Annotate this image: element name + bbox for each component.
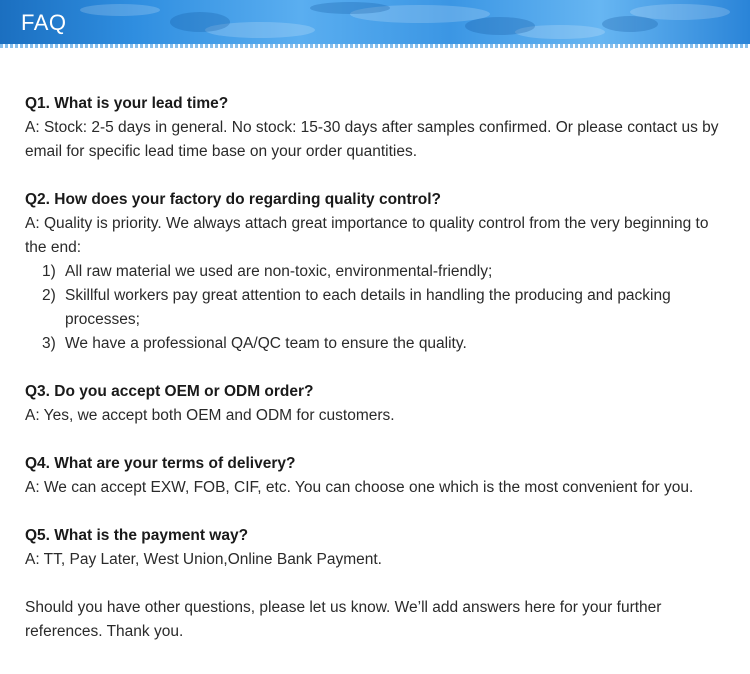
faq-question: Q5. What is the payment way? <box>25 527 249 544</box>
faq-answer: A: Quality is priority. We always attach great importance to quality control from the very beginning to the end: <box>25 215 709 256</box>
faq-question: Q3. Do you accept OEM or ODM order? <box>25 383 314 400</box>
faq-answer: A: Yes, we accept both OEM and ODM for customers. <box>25 407 395 424</box>
faq-question: Q1. What is your lead time? <box>25 95 229 112</box>
list-item <box>25 332 730 356</box>
faq-item-5 <box>25 524 730 572</box>
list-number: 2) <box>42 287 56 304</box>
faq-item-4 <box>25 452 730 500</box>
quality-list <box>25 260 730 356</box>
faq-banner <box>0 0 750 44</box>
faq-answer: A: Stock: 2-5 days in general. No stock: 15-30 days after samples confirmed. Or please contact us by email for specific lead time base on your order quantities. <box>25 119 719 160</box>
faq-question: Q2. How does your factory do regarding quality control? <box>25 191 441 208</box>
list-text: We have a professional QA/QC team to ensure the quality. <box>65 335 467 352</box>
list-number: 1) <box>42 263 56 280</box>
banner-texture <box>0 0 750 44</box>
list-number: 3) <box>42 335 56 352</box>
faq-item-3 <box>25 380 730 428</box>
list-item <box>25 260 730 284</box>
faq-answer: A: We can accept EXW, FOB, CIF, etc. You can choose one which is the most convenient for you. <box>25 479 694 496</box>
banner-title: FAQ <box>21 10 67 35</box>
faq-item-1 <box>25 92 730 164</box>
closing-note: Should you have other questions, please let us know. We’ll add answers here for your further references. Thank you. <box>25 599 662 640</box>
faq-question: Q4. What are your terms of delivery? <box>25 455 296 472</box>
list-text: All raw material we used are non-toxic, environmental-friendly; <box>65 263 493 280</box>
list-item <box>25 284 730 332</box>
faq-answer: A: TT, Pay Later, West Union,Online Bank Payment. <box>25 551 382 568</box>
faq-content <box>25 92 730 644</box>
banner-divider <box>0 44 750 48</box>
list-text: Skillful workers pay great attention to each details in handling the producing and packing processes; <box>65 287 671 328</box>
faq-item-2 <box>25 188 730 356</box>
